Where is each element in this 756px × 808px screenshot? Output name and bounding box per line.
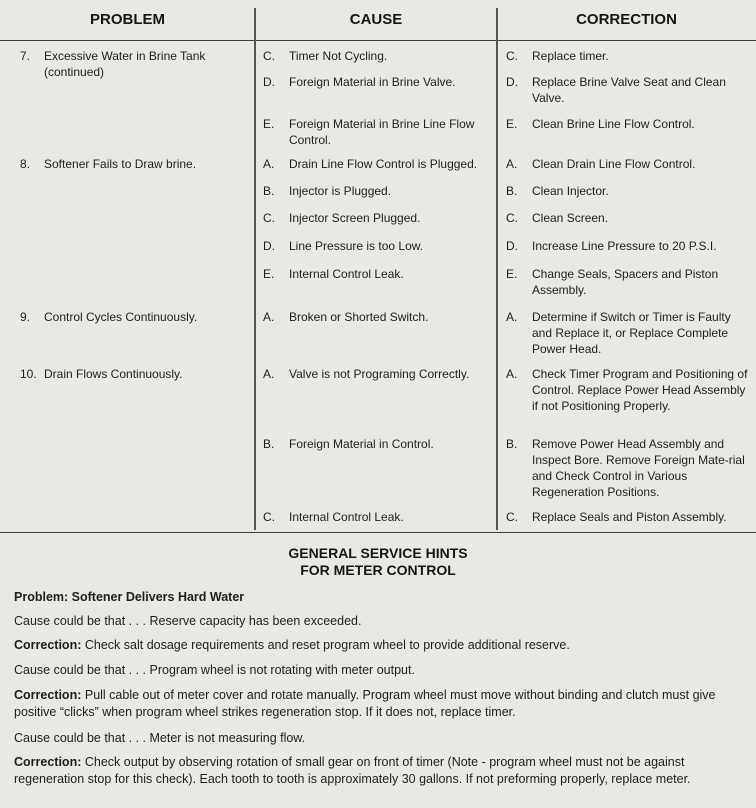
hint-cause: Cause could be that . . . Program wheel is not rotating with meter output. [14,663,415,677]
cause-row: A. Drain Line Flow Control is Plugged. [263,157,478,171]
hint-correction: Correction: Check output by observing rotation of small gear on front of timer (Note - program wheel must not be against regeneration stop for this check). Each tooth to tooth is approximately 30 gallons. If not preforming properly, replace meter. [14,755,691,786]
cause-row: B. Injector is Plugged. [263,184,392,198]
correction-row: A. Check Timer Program and Positioning of Control. Replace Power Head Assembly if not Positioning Properly. [506,367,748,413]
hint-correction: Correction: Check salt dosage requirements and reset program wheel to provide additional reserve. [14,638,570,652]
correction-row: C. Replace Seals and Piston Assembly. [506,510,727,524]
cause-row: C. Injector Screen Plugged. [263,211,421,225]
problem-8: 8. Softener Fails to Draw brine. [20,157,197,171]
problem-9: 9. Control Cycles Continuously. [20,310,198,324]
correction-row: E. Change Seals, Spacers and Piston Assembly. [506,267,719,297]
column-divider [254,8,256,530]
correction-row: D. Increase Line Pressure to 20 P.S.I. [506,239,717,253]
hint-cause: Cause could be that . . . Reserve capacity has been exceeded. [14,614,362,628]
problem-7: 7. Excessive Water in Brine Tank (continued) [20,49,206,79]
cause-row: E. Foreign Material in Brine Line Flow Control. [263,117,475,147]
header-cause: CAUSE [349,11,403,28]
hint-correction: Correction: Pull cable out of meter cover and rotate manually. Program wheel must move without binding and clutch must give positive “clicks” when program wheel strikes regeneration stop. If it does not, replace timer. [14,688,716,719]
cause-row: C. Internal Control Leak. [263,510,404,524]
hints-title: GENERAL SERVICE HINTS FOR METER CONTROL [288,545,468,578]
correction-row: A. Clean Drain Line Flow Control. [506,157,696,171]
header-problem: PROBLEM [90,11,165,28]
header-correction: CORRECTION [576,11,677,28]
cause-row: A. Broken or Shorted Switch. [263,310,429,324]
hint-cause: Cause could be that . . . Meter is not measuring flow. [14,731,306,745]
cause-row: E. Internal Control Leak. [263,267,404,281]
correction-row: C. Clean Screen. [506,211,609,225]
correction-row: D. Replace Brine Valve Seat and Clean Valve. [506,75,726,105]
cause-row: B. Foreign Material in Control. [263,437,434,451]
hint-problem: Problem: Softener Delivers Hard Water [14,590,245,604]
cause-row: D. Foreign Material in Brine Valve. [263,75,456,89]
correction-row: A. Determine if Switch or Timer is Faulty and Replace it, or Replace Complete Power Head. [506,310,731,356]
problem-10: 10. Drain Flows Continuously. [20,367,183,381]
correction-row: C. Replace timer. [506,49,609,63]
correction-row: E. Clean Brine Line Flow Control. [506,117,695,131]
correction-row: B. Clean Injector. [506,184,609,198]
cause-row: D. Line Pressure is too Low. [263,239,424,253]
cause-row: A. Valve is not Programing Correctly. [263,367,470,381]
column-divider [496,8,498,530]
table-header [0,0,756,41]
cause-row: C. Timer Not Cycling. [263,49,388,63]
correction-row: B. Remove Power Head Assembly and Inspect Bore. Remove Foreign Mate-rial and Check Control in Various Regeneration Positions. [506,437,745,499]
